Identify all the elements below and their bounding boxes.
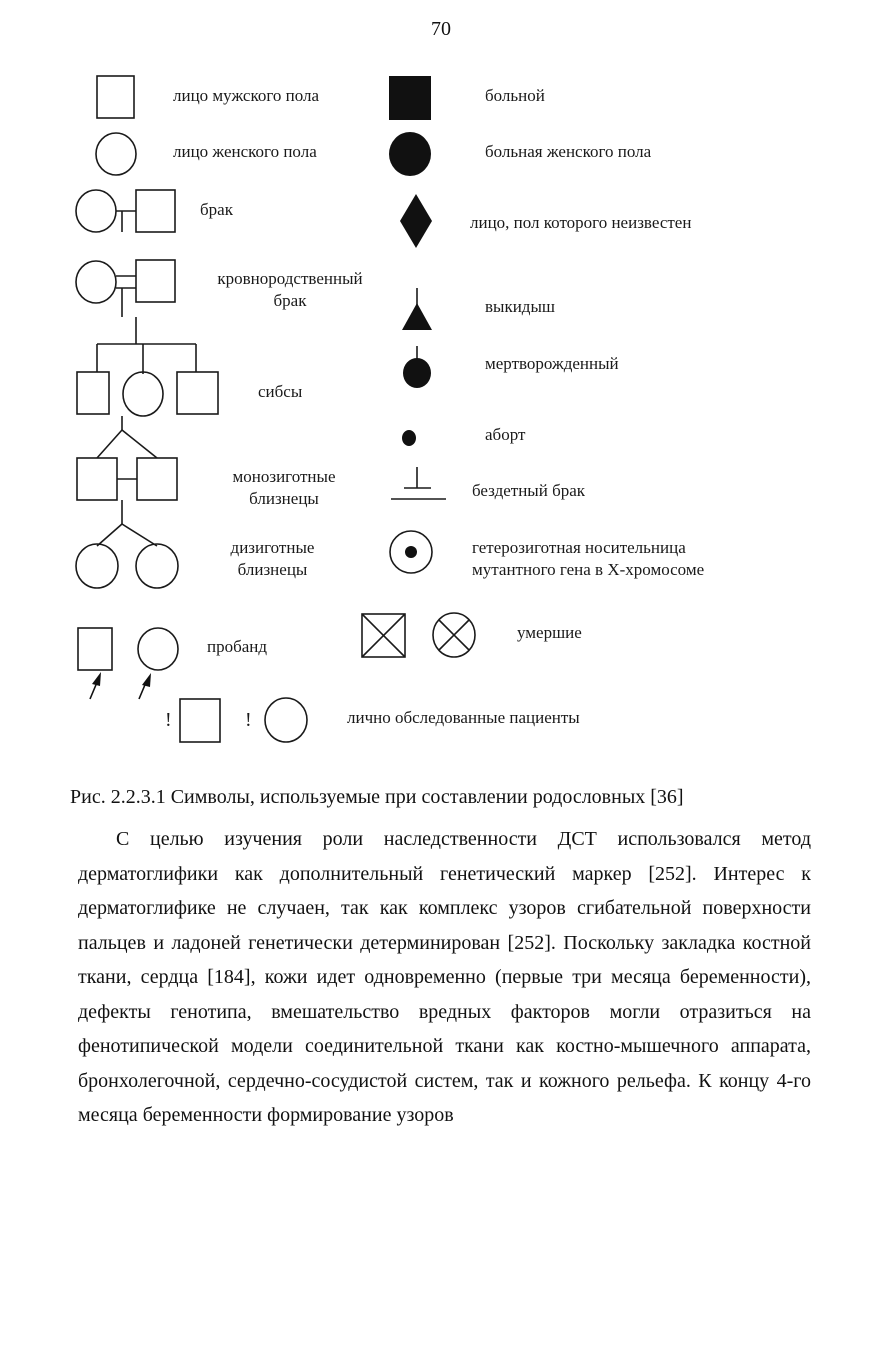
exclamation-mark: ! [165, 709, 172, 731]
body-paragraph: С целью изучения роли наследственности ДСТ использовался метод дерматоглифики как дополнительный генетический маркер [252]. Интерес к дерматоглифике не случаен, так как комплекс узоров сгибательной поверхности пальцев и ладоней генетически детерминирован [252]. Поскольку закладка костной ткани, сердца [184], кожи идет одновременно (первые три месяца беременности), дефекты генотипа, вмешательство вредных факторов могли отразиться на фенотипической модели соединительной ткани как костно-мышечного аппарата, бронхолегочной, сердечно-сосудистой систем, так и кожного рельефа. К концу 4-го месяца беременности формирование узоров [78, 828, 811, 1126]
consanguineous-marriage-symbol [76, 260, 175, 317]
marriage-symbol [76, 190, 175, 232]
label-abortion: аборт [485, 425, 526, 444]
label-male: лицо мужского пола [173, 86, 320, 105]
dizygotic-twins-symbol [76, 500, 178, 588]
label-dizygotic-twins: дизиготные близнецы [230, 538, 315, 579]
siblings-symbol [77, 317, 218, 416]
label-childless-marriage: бездетный брак [472, 481, 586, 500]
label-siblings: сибсы [258, 382, 303, 401]
figure-caption: Рис. 2.2.3.1 Символы, используемые при составлении родословных [36] [70, 786, 684, 808]
label-monozygotic-twins: монозиготные близнецы [232, 467, 336, 508]
monozygotic-twins-symbol [77, 416, 177, 500]
label-miscarriage: выкидыш [485, 297, 555, 316]
label-affected-female: больная женского пола [485, 142, 652, 161]
miscarriage-symbol [402, 303, 432, 330]
label-deceased: умершие [517, 623, 582, 642]
label-examined-patients: лично обследованные пациенты [347, 708, 580, 727]
label-consanguineous-marriage: кровнородственный брак [217, 269, 363, 310]
examined-patients-symbol [180, 698, 307, 742]
proband-arrow-shaft [139, 680, 147, 699]
label-sex-unknown: лицо, пол которого неизвестен [470, 213, 692, 232]
page-number: 70 [431, 18, 451, 40]
abortion-symbol [402, 430, 416, 446]
stillborn-symbol [403, 358, 431, 388]
affected-symbol [389, 76, 431, 120]
exclamation-mark: ! [245, 709, 252, 731]
affected-female-symbol [389, 132, 431, 176]
label-proband: пробанд [207, 637, 268, 656]
pedigree-symbols-figure [0, 60, 882, 760]
male-symbol [97, 76, 134, 118]
deceased-symbol [362, 613, 475, 657]
childless-marriage-symbol [391, 467, 446, 499]
sex-unknown-symbol [400, 194, 432, 248]
carrier-dot [405, 546, 417, 558]
female-symbol [96, 133, 136, 175]
label-marriage: брак [200, 200, 233, 219]
label-affected: больной [485, 86, 545, 105]
label-stillborn: мертворожденный [485, 354, 619, 373]
label-female: лицо женского пола [173, 142, 317, 161]
label-heterozygous-carrier: гетерозиготная носительница мутантного гена в Х-хромосоме [472, 538, 705, 579]
proband-symbol [78, 628, 178, 670]
